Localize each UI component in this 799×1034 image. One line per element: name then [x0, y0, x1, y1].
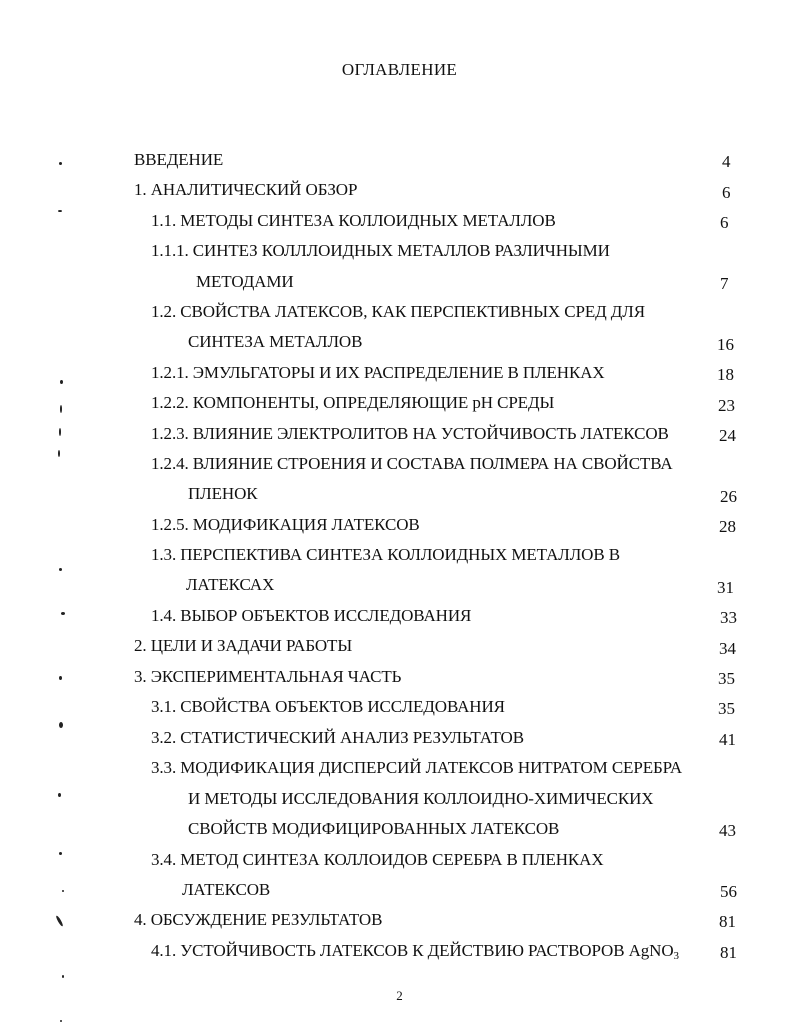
toc-page-number: 7 [720, 274, 729, 293]
toc-entry-1-4: 1.4. ВЫБОР ОБЪЕКТОВ ИССЛЕДОВАНИЯ [151, 606, 472, 625]
toc-page-number: 6 [722, 183, 731, 202]
toc-entry-3-3-cont: И МЕТОДЫ ИССЛЕДОВАНИЯ КОЛЛОИДНО-ХИМИЧЕСКИХ [188, 789, 654, 808]
toc-page-number: 56 [720, 882, 737, 901]
toc-page-number: 31 [717, 578, 734, 597]
page-title: ОГЛАВЛЕНИЕ [341, 60, 458, 79]
toc-entry-3-1: 3.1. СВОЙСТВА ОБЪЕКТОВ ИССЛЕДОВАНИЯ [151, 697, 505, 716]
toc-page-number: 35 [718, 699, 735, 718]
toc-page-number: 81 [720, 943, 737, 962]
toc-entry-1-2-4-cont: ПЛЕНОК [188, 484, 258, 503]
toc-entry-3: 3. ЭКСПЕРИМЕНТАЛЬНАЯ ЧАСТЬ [134, 667, 402, 686]
toc-page-number: 24 [719, 426, 736, 445]
toc-entry-3-4-cont: ЛАТЕКСОВ [182, 880, 271, 899]
toc-entry-3-3-cont2: СВОЙСТВ МОДИФИЦИРОВАННЫХ ЛАТЕКСОВ [188, 819, 560, 838]
toc-entry-1-2-cont: СИНТЕЗА МЕТАЛЛОВ [188, 332, 363, 351]
toc-page-number: 33 [720, 608, 737, 627]
toc-entry-4-1-text: 4.1. УСТОЙЧИВОСТЬ ЛАТЕКСОВ К ДЕЙСТВИЮ РАСТВОРОВ AgNO [151, 941, 674, 960]
toc-entry-1-2-1: 1.2.1. ЭМУЛЬГАТОРЫ И ИХ РАСПРЕДЕЛЕНИЕ В ПЛЕНКАХ [151, 363, 605, 382]
toc-entry-3-2: 3.2. СТАТИСТИЧЕСКИЙ АНАЛИЗ РЕЗУЛЬТАТОВ [151, 728, 524, 747]
toc-entry-3-4: 3.4. МЕТОД СИНТЕЗА КОЛЛОИДОВ СЕРЕБРА В ПЛЕНКАХ [151, 850, 604, 869]
toc-entry-1: 1. АНАЛИТИЧЕСКИЙ ОБЗОР [134, 180, 358, 199]
toc-page-number: 41 [719, 730, 736, 749]
subscript-3: 3 [673, 950, 679, 962]
page-number-footer: 2 [396, 988, 403, 1003]
toc-entry-1-2-5: 1.2.5. МОДИФИКАЦИЯ ЛАТЕКСОВ [151, 515, 420, 534]
toc-page-number: 34 [719, 639, 736, 658]
toc-page-number: 26 [720, 487, 737, 506]
toc-page-number: 35 [718, 669, 735, 688]
toc-page-number: 18 [717, 365, 734, 384]
toc-entry-1-2-3: 1.2.3. ВЛИЯНИЕ ЭЛЕКТРОЛИТОВ НА УСТОЙЧИВОСТЬ ЛАТЕКСОВ [151, 424, 669, 443]
toc-entry-1-1: 1.1. МЕТОДЫ СИНТЕЗА КОЛЛОИДНЫХ МЕТАЛЛОВ [151, 211, 556, 230]
toc-entry-intro: ВВЕДЕНИЕ [134, 150, 224, 169]
toc-page-number: 81 [719, 912, 736, 931]
toc-entry-1-1-1-cont: МЕТОДАМИ [196, 272, 294, 291]
toc-entry-1-2-2: 1.2.2. КОМПОНЕНТЫ, ОПРЕДЕЛЯЮЩИЕ pH СРЕДЫ [151, 393, 555, 412]
toc-page-number: 23 [718, 396, 735, 415]
toc-entry-1-3: 1.3. ПЕРСПЕКТИВА СИНТЕЗА КОЛЛОИДНЫХ МЕТАЛЛОВ В [151, 545, 620, 564]
toc-entry-4: 4. ОБСУЖДЕНИЕ РЕЗУЛЬТАТОВ [134, 910, 383, 929]
toc-page-number: 28 [719, 517, 736, 536]
toc-entry-1-1-1: 1.1.1. СИНТЕЗ КОЛЛЛОИДНЫХ МЕТАЛЛОВ РАЗЛИЧНЫМИ [151, 241, 610, 260]
toc-page-number: 6 [720, 213, 729, 232]
toc-entry-1-3-cont: ЛАТЕКСАХ [186, 575, 275, 594]
toc-entry-1-2: 1.2. СВОЙСТВА ЛАТЕКСОВ, КАК ПЕРСПЕКТИВНЫХ СРЕД ДЛЯ [151, 302, 645, 321]
toc-entry-3-3: 3.3. МОДИФИКАЦИЯ ДИСПЕРСИЙ ЛАТЕКСОВ НИТРАТОМ СЕРЕБРА [151, 758, 682, 777]
toc-entry-4-1 [151, 941, 679, 966]
toc-page-number: 4 [722, 152, 731, 171]
toc-page-number: 43 [719, 821, 736, 840]
toc-entry-1-2-4: 1.2.4. ВЛИЯНИЕ СТРОЕНИЯ И СОСТАВА ПОЛМЕРА НА СВОЙСТВА [151, 454, 673, 473]
toc-page-number: 16 [717, 335, 734, 354]
toc-entry-2: 2. ЦЕЛИ И ЗАДАЧИ РАБОТЫ [134, 636, 353, 655]
